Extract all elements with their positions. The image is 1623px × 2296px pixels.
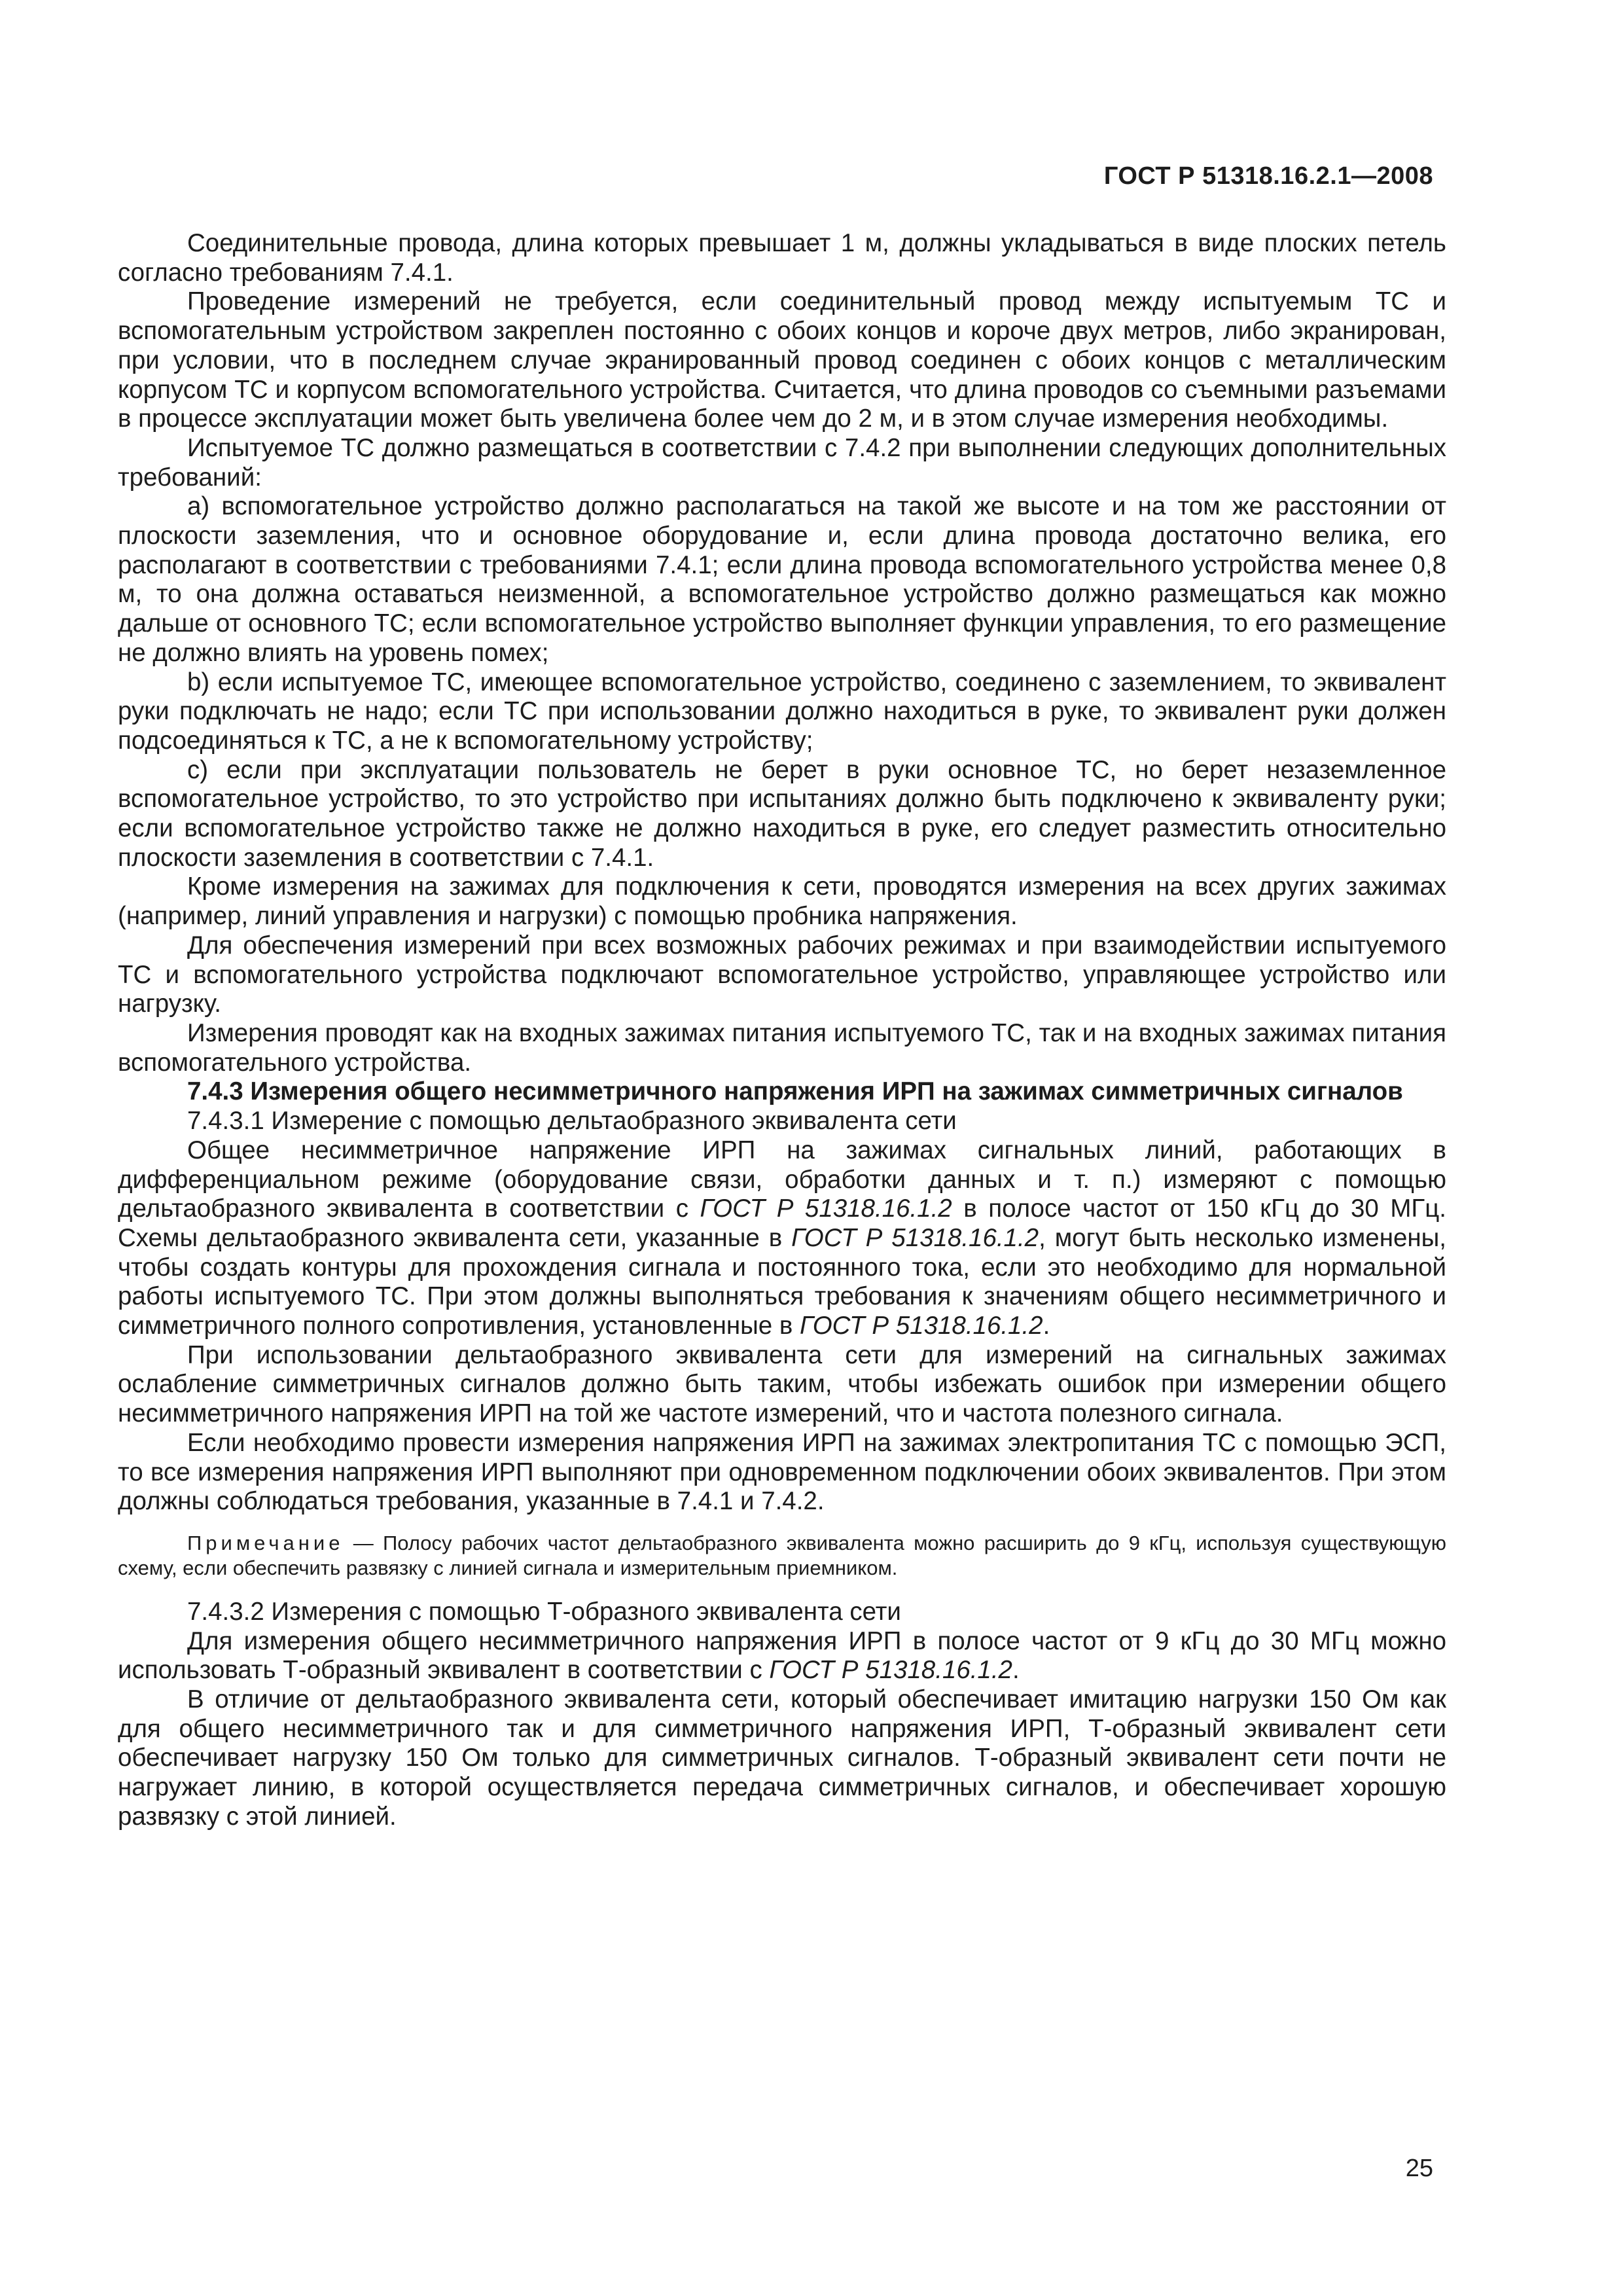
text-run: . <box>1012 1656 1020 1685</box>
page-number: 25 <box>1405 2155 1433 2182</box>
standard-reference: ГОСТ Р 51318.16.1.2 <box>769 1656 1012 1685</box>
note-label: Примечание <box>187 1531 344 1554</box>
standard-reference: ГОСТ Р 51318.16.1.2 <box>791 1223 1039 1252</box>
note-text: — Полосу рабочих частот дельтаобразного эквивалента можно расширить до 9 кГц, используя существующую схему, если обеспечить развязку с линией сигнала и измерительным приемником. <box>118 1531 1446 1579</box>
list-item-c: c) если при эксплуатации пользователь не берет в руки основное ТС, но берет незаземленное вспомогательное устройство, то это устройство при испытаниях должно быть подключено к эквиваленту руки; если вспомогательное устройство также не должно находиться в руке, его следует разместить относительно плоскости заземления в соответствии с 7.4.1. <box>118 755 1446 872</box>
paragraph: Проведение измерений не требуется, если соединительный провод между испытуемым ТС и вспомогательным устройством закреплен постоянно с обоих концов и короче двух метров, либо экранирован, при условии, что в последнем случае экранированный провод соединен с обоих концов с металлическим корпусом ТС и корпусом вспомогательного устройства. Считается, что длина проводов со съемными разъемами в процессе эксплуатации может быть увеличена более чем до 2 м, и в этом случае измерения необходимы. <box>118 287 1446 433</box>
list-item-a: a) вспомогательное устройство должно располагаться на такой же высоте и на том же расстоянии от плоскости заземления, что и основное оборудование и, если длина провода достаточно велика, его располагают в соответствии с требованиями 7.4.1; если длина провода вспомогательного устройства менее 0,8 м, то она должна оставаться неизменной, а вспомогательное устройство должно размещаться как можно дальше от основного ТС; если вспомогательное устройство выполняет функции управления, то его размещение не должно влиять на уровень помех; <box>118 492 1446 667</box>
paragraph <box>118 1627 1446 1685</box>
text-run: . <box>1043 1312 1050 1340</box>
paragraph <box>118 1136 1446 1341</box>
paragraph: Кроме измерения на зажимах для подключения к сети, проводятся измерения на всех других зажимах (например, линий управления и нагрузки) с помощью пробника напряжения. <box>118 872 1446 931</box>
paragraph: Соединительные провода, длина которых превышает 1 м, должны укладываться в виде плоских петель согласно требованиям 7.4.1. <box>118 229 1446 287</box>
standard-reference: ГОСТ Р 51318.16.1.2 <box>700 1194 952 1223</box>
text-run: Общее несимметричное напряжение ИРП на зажимах сигнальных линий, работающих в дифференциальном режиме (оборудование связи, обработки данных и т. п.) измеряют с помощью дельтаобразного эквивалента в соответствии с <box>118 1136 1446 1223</box>
list-item-b: b) если испытуемое ТС, имеющее вспомогательное устройство, соединено с заземлением, то эквивалент руки подключать не надо; если ТС при использовании должно находиться в руке, то эквивалент руки должен подсоединяться к ТС, а не к вспомогательному устройству; <box>118 668 1446 755</box>
paragraph: При использовании дельтаобразного эквивалента сети для измерений на сигнальных зажимах ослабление симметричных сигналов должно быть таким, чтобы избежать ошибок при измерении общего несимметричного напряжения ИРП на той же частоте измерений, что и частота полезного сигнала. <box>118 1340 1446 1428</box>
document-body <box>118 229 1446 1832</box>
paragraph: Для обеспечения измерений при всех возможных рабочих режимах и при взаимодействии испытуемого ТС и вспомогательного устройства подключают вспомогательное устройство, управляющее устройство или нагрузку. <box>118 931 1446 1018</box>
standard-reference: ГОСТ Р 51318.16.1.2 <box>800 1312 1043 1340</box>
section-heading-7-4-3: 7.4.3 Измерения общего несимметричного напряжения ИРП на зажимах симметричных сигналов <box>187 1077 1403 1106</box>
text-run: в полосе частот от 150 кГц до 30 МГц. Схемы дельтаобразного эквивалента сети, указанные в <box>118 1194 1447 1252</box>
subsection-heading-7-4-3-2: 7.4.3.2 Измерения с помощью Т-образного эквивалента сети <box>187 1597 901 1626</box>
paragraph: Если необходимо провести измерения напряжения ИРП на зажимах электропитания ТС с помощью ЭСП, то все измерения напряжения ИРП выполняют при одновременном подключении обоих эквивалентов. При этом должны соблюдаться требования, указанные в 7.4.1 и 7.4.2. <box>118 1428 1446 1516</box>
subsection-heading-7-4-3-1: 7.4.3.1 Измерение с помощью дельтаобразного эквивалента сети <box>187 1107 957 1136</box>
paragraph: Испытуемое ТС должно размещаться в соответствии с 7.4.2 при выполнении следующих дополнительных требований: <box>118 433 1446 492</box>
text-run: , могут быть несколько изменены, чтобы создать контуры для прохождения сигнала и постоянного тока, если это необходимо для нормальной работы испытуемого ТС. При этом должны выполняться требования к значениям общего несимметричного и симметричного полного сопротивления, установленные в <box>118 1223 1446 1340</box>
text-run: Для измерения общего несимметричного напряжения ИРП в полосе частот от 9 кГц до 30 МГц можно использовать Т-образный эквивалент в соответствии с <box>118 1626 1446 1685</box>
paragraph: Измерения проводят как на входных зажимах питания испытуемого ТС, так и на входных зажимах питания вспомогательного устройства. <box>118 1018 1446 1077</box>
paragraph: В отличие от дельтаобразного эквивалента сети, который обеспечивает имитацию нагрузки 150 Ом как для общего несимметричного так и для симметричного напряжения ИРП, Т-образный эквивалент сети обеспечивает нагрузку 150 Ом только для симметричных сигналов. Т-образный эквивалент сети почти не нагружает линию, в которой осуществляется передача симметричных сигналов, и обеспечивает хорошую развязку с этой линией. <box>118 1685 1446 1831</box>
note <box>118 1531 1446 1581</box>
standard-header: ГОСТ Р 51318.16.2.1—2008 <box>1103 162 1433 190</box>
